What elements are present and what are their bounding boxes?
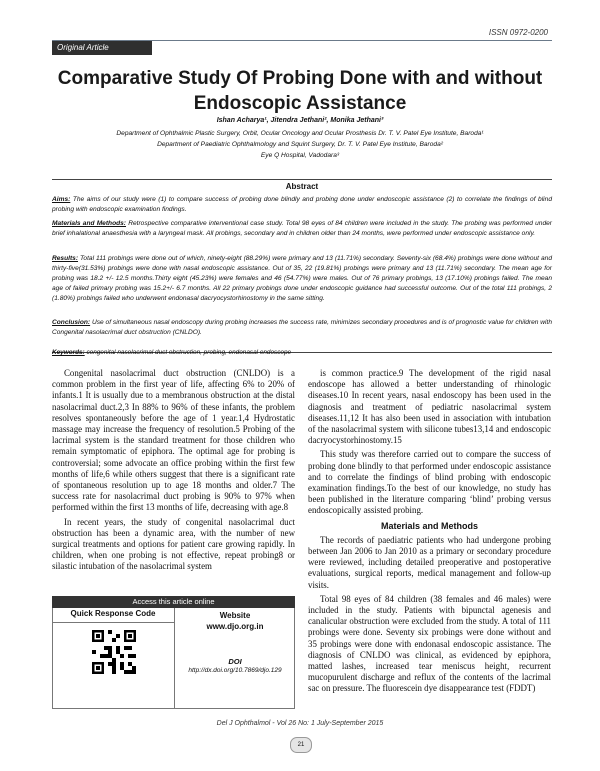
qr-label: Quick Response Code	[70, 609, 156, 618]
affiliation-3: Eye Q Hospital, Vadodara³	[260, 152, 340, 159]
body-column-right	[308, 368, 551, 698]
methods-paragraph-1: The records of paediatric patients who had undergone probing between Jan 2006 to Jan 2010 as a primary or secondary procedure were reviewed, including detailed preoperative and postoperative evaluations, surgical reports, medical management and follow-up visits.	[308, 534, 551, 590]
page-number: 21	[290, 737, 312, 753]
access-online-heading: Access this article online	[52, 596, 295, 608]
abstract-conclusion: Conclusion: Use of simultaneous nasal endoscopy during probing increases the success rate, minimizes secondary procedures and is of prognostic value for children with Congenital nasolacrimal duct obstruction (CNLDO).	[52, 319, 552, 336]
qr-label-divider	[52, 622, 174, 623]
methods-heading: Materials and Methods	[380, 520, 479, 531]
qr-code-icon[interactable]	[92, 630, 136, 674]
journal-footer: Del J Ophthalmol - Vol 26 No: 1 July-September 2015	[216, 720, 384, 727]
methods-paragraph-2: Total 98 eyes of 84 children (38 females and 46 males) were included in the study. Patients with bipunctal agenesis and canalicular obstruction were excluded from the study. A total of 111 probings were done. Seventy six probings were done without and 35 probings were done with endonasal endoscopic assistance. The diagnosis of CNLDO was clinical, as evidenced by epiphora, matted lashes, increased tear meniscus height, recurrent mucopurulent discharge and reflux of the contents of the lacrimal sac on pressure. The fluorescein dye disappearance test (FDDT)	[308, 593, 551, 694]
intro-paragraph-1: Congenital nasolacrimal duct obstruction (CNLDO) is a common problem in the first year of life, affecting 6% to 20% of infants.1 It is usually due to a membranous obstruction at the distal nasolacrimal duct.2,3 In 88% to 96% of these infants, the problem resolves spontaneously before the age of 1 year.1,4 Hydrostatic massage may increase the frequency of resolution.5 Probing of the lacrimal system is the standard treatment for those children who remain symptomatic of epiphora. The optimal age for probing is controversial; some advocate an office probing within the first few months of life,6 while others suggest that there is a significant rate of spontaneous resolution up to age 18 months and older.7 The success rate for nasolacrimal duct probing is 90% to 97% when performed within the first 13 months of life, decreasing with age.8	[52, 368, 295, 513]
abstract-methods: Materials and Methods: Retrospective comparative interventional case study. Total 98 eyes of 84 children were included in the study. The probing was performed under brief inhalational anaesthesia with a laryngeal mask. All probings, secondary and in children older than 24 months, were performed under endoscopic assistance only.	[52, 220, 552, 237]
abstract-aims: Aims: The aims of our study were (1) to compare success of probing done blindly and probing done under endoscopic assistance (2) to correlate the findings of blind probing with endoscopic examination findings.	[52, 196, 552, 213]
abstract-heading: Abstract	[285, 182, 319, 191]
abstract-results: Results: Total 111 probings were done out of which, ninety-eight (88.29%) were primary and 13 (11.71%) secondary. Seventy-six (68.4%) probings were done without and thirty-five(31.53%) probings were done with nasal endoscopic assistance. Out of 35, 22 (19.81%) probings were primary and 13 (11.71%) secondary. The mean age for probing was 18.2 +/- 12.5 months.Thirty eight (45.23%) were females and 46 (54.77%) were males. Out of 76 primary probings, 13 (17.10%) probings failed. The mean age of failed primary probing was 15.2+/- 6.7 months. All 22 primary probings done under endoscopic guidance had successful outcome. Out of the total 111 probings, 2 (1.80%) probings failed who underwent endonasal dacryocystorhinostomy in the same sitting.	[52, 255, 552, 302]
article-type-badge: Original Article	[52, 41, 152, 55]
keywords: Keywords: congenital nasolacrimal duct obstruction, probing, endonasal endoscope	[52, 349, 292, 356]
website-label: Website	[219, 611, 251, 620]
doi-label: DOI	[228, 657, 242, 666]
intro-paragraph-2: In recent years, the study of congenital nasolacrimal duct obstruction has been a dynamic area, with the number of new surgical treatments and options for patient care growing rapidly. In children, when one probing is not effective, repeat probing8 or silastic intubation of the nasolacrimal system	[52, 516, 295, 572]
affiliation-1: Department of Ophthalmic Plastic Surgery, Orbit, Ocular Oncology and Ocular Prosthesis Dr. T. V. Patel Eye Institute, Baroda¹	[116, 130, 484, 137]
intro-paragraph-3: is common practice.9 The development of the rigid nasal endoscope has allowed a better understanding of rhinologic diseases.10 In recent years, nasal endoscopy has been used in the diagnosis and treatment of pediatric nasolacrimal system diseases.11,12 It has also been used in association with intubation of the nasolacrimal system with silicone tubes13,14 and endoscopic dacryocystorhinostomy.15	[308, 368, 551, 446]
article-title: Comparative Study Of Probing Done with and without Endoscopic Assistance	[57, 68, 543, 114]
body-column-left	[52, 368, 295, 576]
doi-link[interactable]: http://dx.doi.org/10.7869/djo.129	[188, 667, 282, 674]
authors: Ishan Acharya¹, Jitendra Jethani², Monika Jethani³	[216, 117, 384, 124]
intro-paragraph-4: This study was therefore carried out to compare the success of probing done blindly to that performed under endoscopic assistance and to correlate the findings of blind probing with endoscopic examination findings.To the best of our knowledge, no study has been published in the literature comparing ‘blind’ probing versus endoscopically assisted probing.	[308, 449, 551, 516]
website-link[interactable]: www.djo.org.in	[206, 622, 264, 631]
issn: ISSN 0972-0200	[488, 28, 548, 37]
affiliation-2: Department of Paediatric Ophthalmology and Squint Surgery, Dr. T. V. Patel Eye Institute, Baroda²	[157, 141, 443, 148]
